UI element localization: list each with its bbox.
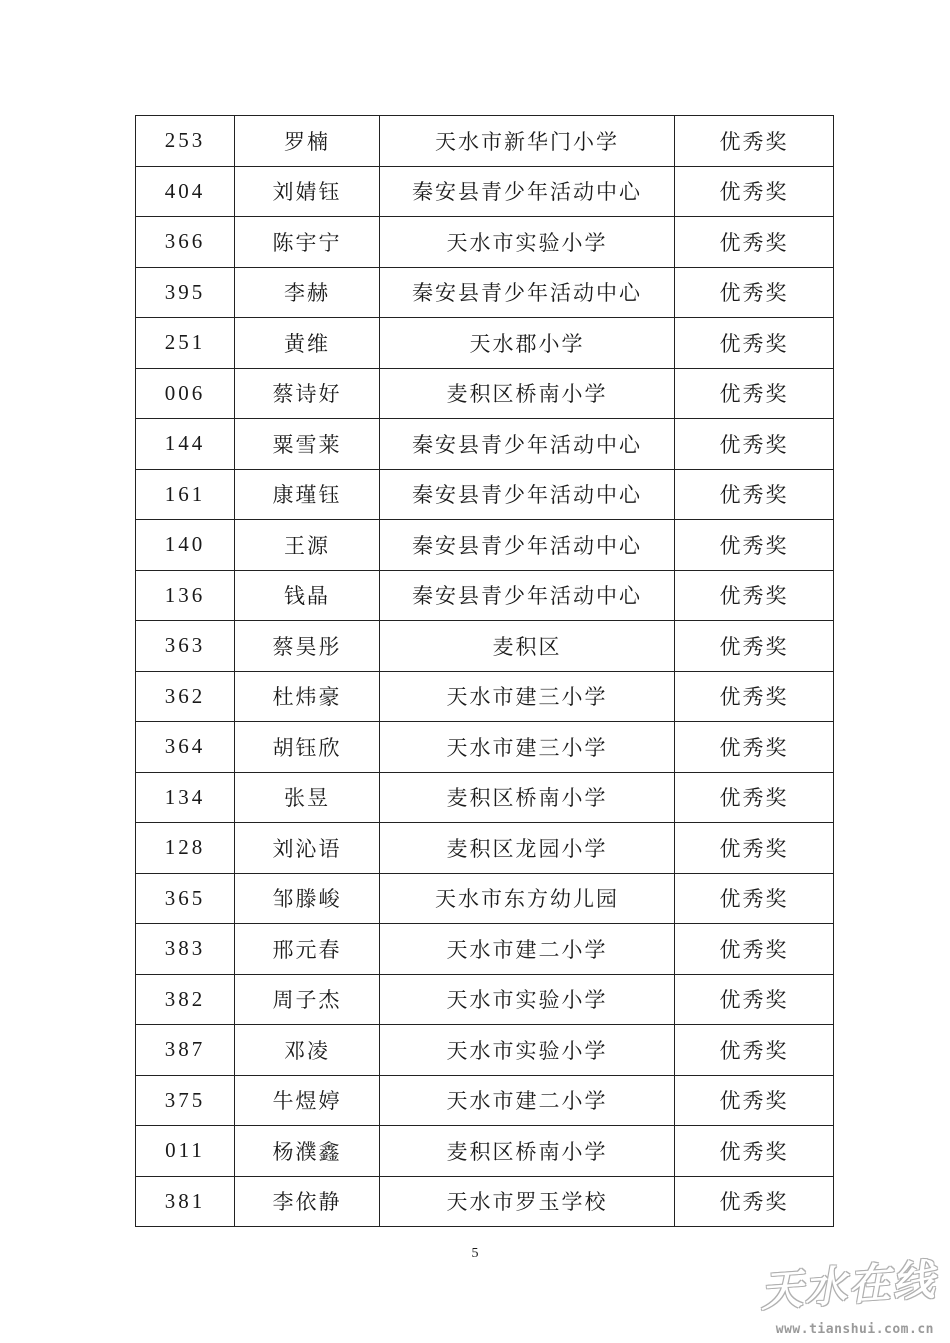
school-name-cell: 麦积区龙园小学 (380, 823, 675, 874)
school-name-cell: 天水市实验小学 (380, 217, 675, 268)
award-level-cell: 优秀奖 (675, 722, 834, 773)
school-name-cell: 天水郡小学 (380, 318, 675, 369)
table-row (136, 772, 834, 823)
entry-number-cell: 375 (136, 1075, 235, 1126)
table-row (136, 621, 834, 672)
student-name-cell: 杨濮鑫 (235, 1126, 380, 1177)
student-name-cell: 粟雪莱 (235, 419, 380, 470)
table-row (136, 1075, 834, 1126)
entry-number-cell: 253 (136, 116, 235, 167)
watermark-url: www.tianshui.com.cn (775, 1322, 934, 1337)
award-level-cell: 优秀奖 (675, 1075, 834, 1126)
table-row (136, 166, 834, 217)
entry-number-cell: 366 (136, 217, 235, 268)
award-level-cell: 优秀奖 (675, 318, 834, 369)
table-row (136, 671, 834, 722)
award-level-cell: 优秀奖 (675, 772, 834, 823)
award-level-cell: 优秀奖 (675, 520, 834, 571)
school-name-cell: 天水市东方幼儿园 (380, 873, 675, 924)
award-level-cell: 优秀奖 (675, 621, 834, 672)
entry-number-cell: 382 (136, 974, 235, 1025)
student-name-cell: 康瑾钰 (235, 469, 380, 520)
watermark-text: 天水在线 (758, 1254, 938, 1317)
student-name-cell: 黄维 (235, 318, 380, 369)
table-row (136, 924, 834, 975)
student-name-cell: 刘婧钰 (235, 166, 380, 217)
school-name-cell: 秦安县青少年活动中心 (380, 419, 675, 470)
school-name-cell: 天水市罗玉学校 (380, 1176, 675, 1227)
school-name-cell: 麦积区 (380, 621, 675, 672)
school-name-cell: 麦积区桥南小学 (380, 772, 675, 823)
student-name-cell: 蔡诗好 (235, 368, 380, 419)
student-name-cell: 蔡昊彤 (235, 621, 380, 672)
student-name-cell: 邢元春 (235, 924, 380, 975)
entry-number-cell: 006 (136, 368, 235, 419)
school-name-cell: 秦安县青少年活动中心 (380, 166, 675, 217)
award-table-body (136, 116, 834, 1227)
table-row (136, 217, 834, 268)
school-name-cell: 天水市实验小学 (380, 974, 675, 1025)
award-level-cell: 优秀奖 (675, 671, 834, 722)
table-row (136, 722, 834, 773)
entry-number-cell: 387 (136, 1025, 235, 1076)
school-name-cell: 秦安县青少年活动中心 (380, 469, 675, 520)
table-row (136, 570, 834, 621)
student-name-cell: 刘沁语 (235, 823, 380, 874)
table-row (136, 520, 834, 571)
school-name-cell: 秦安县青少年活动中心 (380, 570, 675, 621)
student-name-cell: 李依静 (235, 1176, 380, 1227)
student-name-cell: 陈宇宁 (235, 217, 380, 268)
table-row (136, 318, 834, 369)
award-table (135, 115, 834, 1227)
student-name-cell: 张昱 (235, 772, 380, 823)
watermark-logo (754, 1254, 944, 1339)
student-name-cell: 邹滕峻 (235, 873, 380, 924)
entry-number-cell: 383 (136, 924, 235, 975)
school-name-cell: 秦安县青少年活动中心 (380, 520, 675, 571)
entry-number-cell: 134 (136, 772, 235, 823)
entry-number-cell: 161 (136, 469, 235, 520)
student-name-cell: 邓凌 (235, 1025, 380, 1076)
entry-number-cell: 011 (136, 1126, 235, 1177)
student-name-cell: 王源 (235, 520, 380, 571)
student-name-cell: 钱晶 (235, 570, 380, 621)
table-row (136, 368, 834, 419)
entry-number-cell: 140 (136, 520, 235, 571)
entry-number-cell: 365 (136, 873, 235, 924)
school-name-cell: 天水市建三小学 (380, 722, 675, 773)
table-row (136, 116, 834, 167)
award-level-cell: 优秀奖 (675, 217, 834, 268)
table-row (136, 469, 834, 520)
school-name-cell: 麦积区桥南小学 (380, 368, 675, 419)
table-row (136, 1176, 834, 1227)
table-row (136, 267, 834, 318)
award-level-cell: 优秀奖 (675, 419, 834, 470)
award-level-cell: 优秀奖 (675, 570, 834, 621)
school-name-cell: 天水市建三小学 (380, 671, 675, 722)
school-name-cell: 秦安县青少年活动中心 (380, 267, 675, 318)
award-level-cell: 优秀奖 (675, 469, 834, 520)
student-name-cell: 罗楠 (235, 116, 380, 167)
entry-number-cell: 395 (136, 267, 235, 318)
entry-number-cell: 362 (136, 671, 235, 722)
award-level-cell: 优秀奖 (675, 368, 834, 419)
award-level-cell: 优秀奖 (675, 116, 834, 167)
entry-number-cell: 144 (136, 419, 235, 470)
table-row (136, 1126, 834, 1177)
award-level-cell: 优秀奖 (675, 873, 834, 924)
entry-number-cell: 381 (136, 1176, 235, 1227)
school-name-cell: 麦积区桥南小学 (380, 1126, 675, 1177)
award-level-cell: 优秀奖 (675, 1126, 834, 1177)
entry-number-cell: 364 (136, 722, 235, 773)
award-level-cell: 优秀奖 (675, 974, 834, 1025)
student-name-cell: 周子杰 (235, 974, 380, 1025)
table-row (136, 873, 834, 924)
entry-number-cell: 404 (136, 166, 235, 217)
school-name-cell: 天水市新华门小学 (380, 116, 675, 167)
page-number: 5 (471, 1246, 479, 1261)
entry-number-cell: 251 (136, 318, 235, 369)
entry-number-cell: 128 (136, 823, 235, 874)
award-level-cell: 优秀奖 (675, 1176, 834, 1227)
award-level-cell: 优秀奖 (675, 267, 834, 318)
table-row (136, 1025, 834, 1076)
award-level-cell: 优秀奖 (675, 924, 834, 975)
table-row (136, 419, 834, 470)
school-name-cell: 天水市实验小学 (380, 1025, 675, 1076)
table-row (136, 974, 834, 1025)
entry-number-cell: 363 (136, 621, 235, 672)
award-level-cell: 优秀奖 (675, 166, 834, 217)
entry-number-cell: 136 (136, 570, 235, 621)
student-name-cell: 牛煜婷 (235, 1075, 380, 1126)
school-name-cell: 天水市建二小学 (380, 1075, 675, 1126)
student-name-cell: 胡钰欣 (235, 722, 380, 773)
student-name-cell: 李赫 (235, 267, 380, 318)
student-name-cell: 杜炜豪 (235, 671, 380, 722)
table-row (136, 823, 834, 874)
award-level-cell: 优秀奖 (675, 823, 834, 874)
school-name-cell: 天水市建二小学 (380, 924, 675, 975)
award-level-cell: 优秀奖 (675, 1025, 834, 1076)
